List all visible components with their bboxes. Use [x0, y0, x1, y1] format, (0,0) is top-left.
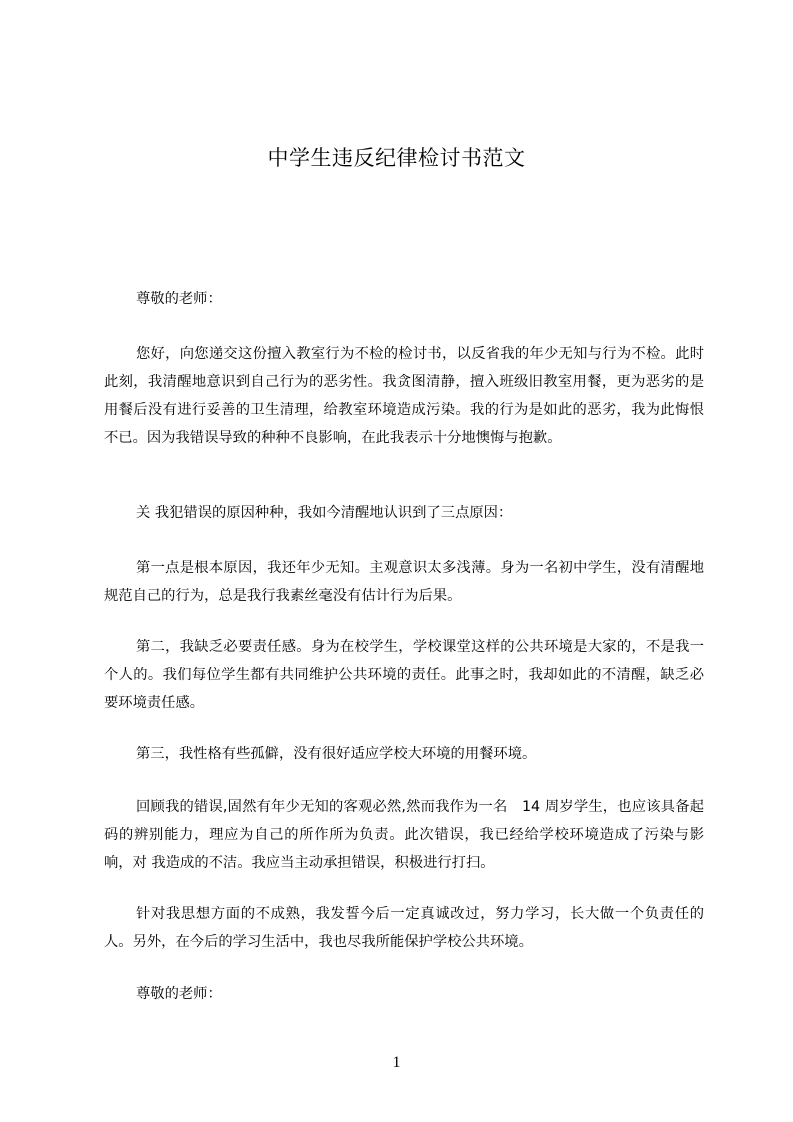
salutation-bottom: 尊敬的老师：: [136, 986, 222, 1002]
page-number: 1: [392, 1054, 401, 1071]
paragraph-reason-second: 第二，我缺乏必要责任感。身为在校学生，学校课堂这样的公共环境是大家的，不是我一个人的。我们每位学生都有共同维护公共环境的责任。此事之时，我却如此的不清醒，缺乏必要环境责任感。: [104, 639, 704, 711]
paragraph-reason-third: 第三，我性格有些孤僻，没有很好适应学校大环境的用餐环境。: [136, 746, 537, 762]
paragraph-apology: 您好，向您递交这份擅入教室行为不检的检讨书，以反省我的年少无知与行为不检。此时此刻，我清醒地意识到自己行为的恶劣性。我贪图清静，擅入班级旧教室用餐，更为恶劣的是用餐后没有进行妥善的卫生清理，给教室环境造成污染。我的行为是如此的恶劣，我为此悔恨不已。因为我错误导致的种种不良影响，在此我表示十分地懊悔与抱歉。: [104, 346, 704, 446]
salutation-top: 尊敬的老师：: [136, 291, 222, 307]
paragraph-reflection: 回顾我的错误,固然有年少无知的客观必然,然而我作为一名 14 周岁学生，也应该具备起码的辨别能力，理应为自己的所作所为负责。此次错误，我已经给学校环境造成了污染与影响，对 我造成的不洁。我应当主动承担错误，积极进行打扫。: [104, 799, 704, 871]
paragraph-promise: 针对我思想方面的不成熟，我发誓今后一定真诚改过，努力学习，长大做一个负责任的人。另外，在今后的学习生活中，我也尽我所能保护学校公共环境。: [104, 906, 704, 950]
document-title: 中学生违反纪律检讨书范文: [267, 146, 526, 170]
paragraph-reason-first: 第一点是根本原因，我还年少无知。主观意识太多浅薄。身为一名初中学生，没有清醒地规范自己的行为，总是我行我素丝毫没有估计行为后果。: [104, 560, 704, 604]
paragraph-reasons-intro: 关 我犯错误的原因种种，我如今清醒地认识到了三点原因：: [136, 505, 513, 521]
